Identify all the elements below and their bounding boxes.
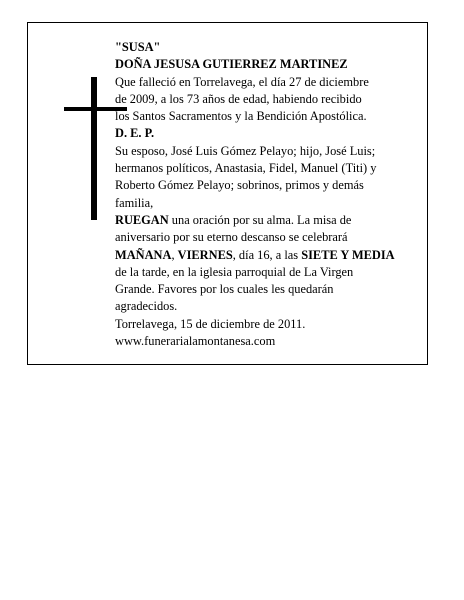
viernes-text: VIERNES <box>177 247 233 262</box>
family-line-2: hermanos políticos, Anastasia, Fidel, Manuel (Titi) y <box>115 161 377 176</box>
death-line-3: los Santos Sacramentos y la Bendición Apostólica. <box>115 109 367 124</box>
death-line-1: Que falleció en Torrelavega, el día 27 de diciembre <box>115 74 369 89</box>
mass-line-4: de la tarde, en la iglesia parroquial de La Virgen <box>115 264 354 279</box>
ruegan-text: RUEGAN <box>115 212 169 227</box>
mass-line-5: Grande. Favores por los cuales les quedarán <box>115 282 334 297</box>
mass-line-2: aniversario por su eterno descanso se celebrará <box>115 230 348 245</box>
deceased-nickname: "SUSA" <box>115 40 161 54</box>
family-line-4: familia, <box>115 195 154 210</box>
rip-text: D. E. P. <box>115 126 155 141</box>
place-date: Torrelavega, 15 de diciembre de 2011. <box>115 316 306 331</box>
prayer-rest: una oración por su alma. La misa de <box>168 212 352 227</box>
cross-vertical-bar <box>91 77 97 220</box>
obituary-text <box>115 39 425 350</box>
comma-separator: , <box>171 247 178 262</box>
mass-line-6: agradecidos. <box>115 299 178 314</box>
prayer-line <box>115 212 425 229</box>
family-line-1: Su esposo, José Luis Gómez Pelayo; hijo, José Luis; <box>115 143 376 158</box>
day-text: , día 16, a las <box>232 247 302 262</box>
mass-line-3 <box>115 247 425 264</box>
manana-text: MAÑANA <box>115 247 172 262</box>
family-line-3: Roberto Gómez Pelayo; sobrinos, primos y demás <box>115 178 364 193</box>
deceased-name: DOÑA JESUSA GUTIERREZ MARTINEZ <box>115 57 348 72</box>
time-text: SIETE Y MEDIA <box>301 247 395 262</box>
website-text: www.funerarialamontanesa.com <box>115 334 276 349</box>
death-line-2: de 2009, a los 73 años de edad, habiendo recibido <box>115 91 362 106</box>
